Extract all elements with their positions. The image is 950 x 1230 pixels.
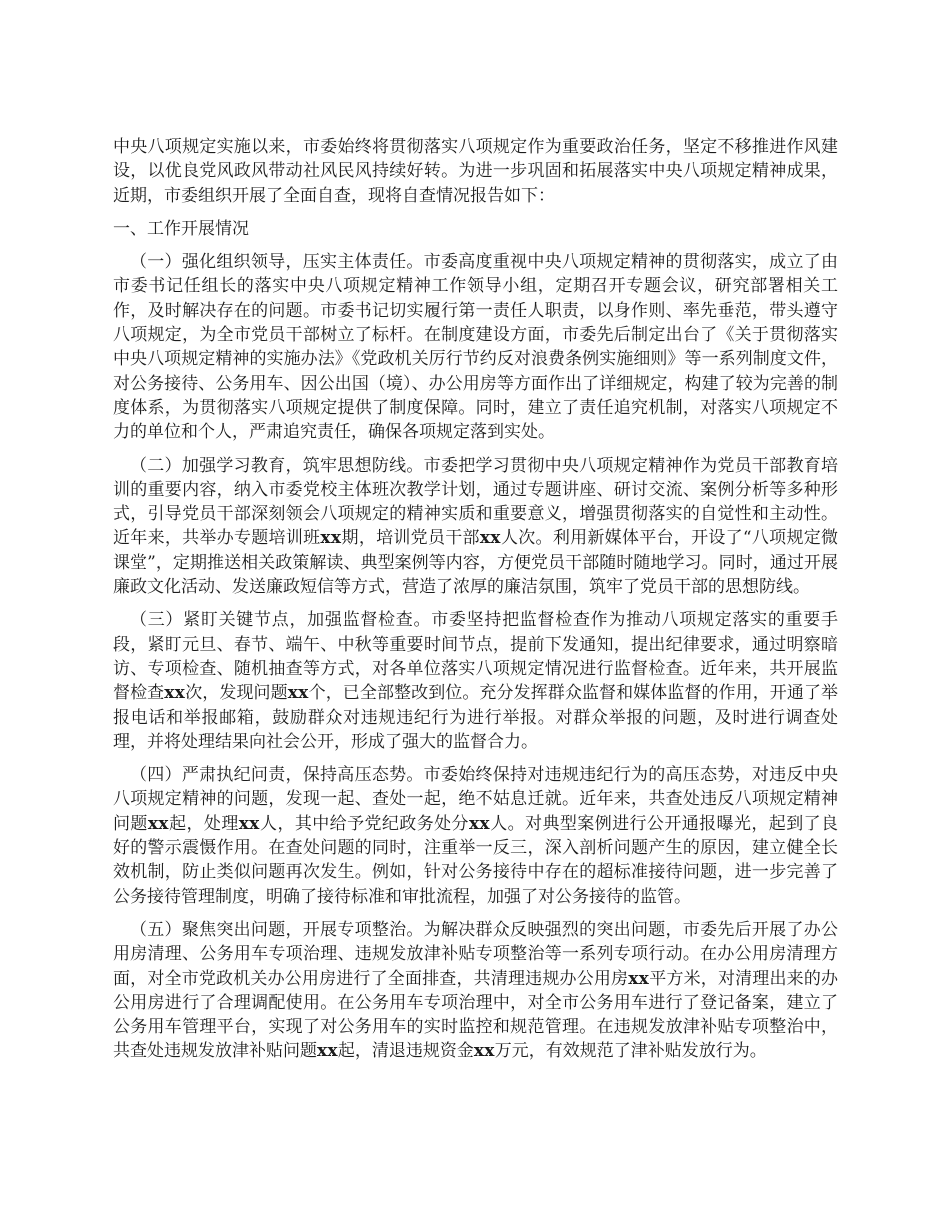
paragraph-item-5-text-a: （五）聚焦突出问题，开展专项整治。为解决群众反映强烈的突出问题，市委先后开展了办公用房清理、公务用车专项治理、违规发放津补贴专项整治等一系列专项行动。在办公用房清理方面，对全市党政机关办公用房进行了全面排查，共清理违规办公用房 [113,919,838,989]
paragraph-item-4-text-c: 人，其中给予党纪政务处分 [259,813,469,834]
section-heading-one: 一、工作开展情况 [113,218,249,239]
paragraph-item-3-text-c: 个，已全部整改到位。充分发挥群众监督和媒体监督的作用，开通了举报电话和举报邮箱，鼓励群众对违规违纪行为进行举报。对群众举报的问题，及时进行调查处理，并将处理结果向社会公开，形成了强大的监督合力。 [113,683,839,752]
paragraph-item-4-text-d: 人。对典型案例进行公开通报曝光，起到了良好的警示震慑作用。在查处问题的同时，注重举一反三，深入剖析问题产生的原因，建立健全长效机制，防止类似问题再次发生。例如，针对公务接待中存在的超标准接待问题，进一步完善了公务接待管理制度，明确了接待标准和审批流程，加强了对公务接待的监管。 [113,813,839,907]
placeholder-number: xx [147,813,169,834]
paragraph-item-5-text-c: 起，清退违规资金 [337,1041,474,1062]
paragraph-item-2 [113,454,838,600]
paragraph-item-4 [113,763,838,909]
placeholder-number: xx [479,528,501,549]
paragraph-item-4-text-a: （四）严肃执纪问责，保持高压态势。市委始终保持对违规违纪行为的高压态势，对违反中央八项规定精神的问题，发现一起、查处一起，绝不姑息迁就。近年来，共查处违反八项规定精神问题 [113,765,838,834]
paragraph-item-1-text: （一）强化组织领导，压实主体责任。市委高度重视中央八项规定精神的贯彻落实，成立了由市委书记任组长的落实中央八项规定精神工作领导小组，定期召开专题会议，研究部署相关工作，及时解决存在的问题。市委书记切实履行第一责任人职责，以身作则、率先垂范，带头遵守八项规定，为全市党员干部树立了标杆。在制度建设方面，市委先后制定出台了《关于贯彻落实中央八项规定精神的实施办法》《党政机关厉行节约反对浪费条例实施细则》等一系列制度文件，对公务接待、公务用车、因公出国（境）、办公用房等方面作出了详细规定，构建了较为完善的制度体系，为贯彻落实八项规定提供了制度保障。同时，建立了责任追究机制，对落实八项规定不力的单位和个人，严肃追究责任，确保各项规定落到实处。 [113,252,838,443]
lead-paragraph: 中央八项规定实施以来，市委始终将贯彻落实八项规定作为重要政治任务，坚定不移推进作风建设，以优良党风政风带动社风民风持续好转。为进一步巩固和拓展落实中央八项规定精神成果，近期，市委组织开展了全面自查，现将自查情况报告如下： [113,137,838,206]
placeholder-number: xx [468,813,490,834]
paragraph-item-3-text-a: （三）紧盯关键节点，加强监督检查。市委坚持把监督检查作为推动八项规定落实的重要手段，紧盯元旦、春节、端午、中秋等重要时间节点，提前下发通知，提出纪律要求，通过明察暗访、专项检查、随机抽查等方式，对各单位落实八项规定情况进行监督检查。近年来，共开展监督检查 [113,610,838,704]
placeholder-number: xx [164,683,186,704]
placeholder-number: xx [473,1041,495,1062]
paragraph-item-3 [113,608,838,754]
paragraph-item-5-text-d: 万元，有效规范了津补贴发放行为。 [494,1041,767,1062]
paragraph-item-1 [113,250,838,444]
placeholder-number: xx [317,1041,338,1062]
paragraph-item-2-text-a: （二）加强学习教育，筑牢思想防线。市委把学习贯彻中央八项规定精神作为党员干部教育培训的重要内容，纳入市委党校主体班次教学计划，通过专题讲座、研讨交流、案例分析等多种形式，引导党员干部深刻领会八项规定的精神实质和重要意义，增强贯彻落实的自觉性和主动性。近年来，共举办专题培训班 [113,455,838,549]
paragraph-item-5 [113,918,838,1064]
paragraph-item-3-text-b: 次，发现问题 [185,683,288,704]
placeholder-number: xx [320,528,342,549]
paragraph-item-2-text-c: 人次。利用新媒体平台，开设了“八项规定微课堂”，定期推送相关政策解读、典型案例等内容，方便党员干部随时随地学习。同时，通过开展廉政文化活动、发送廉政短信等方式，营造了浓厚的廉洁氛围，筑牢了党员干部的思想防线。 [113,528,839,598]
placeholder-number: xx [628,968,650,989]
paragraph-item-5-text-b: 平方米，对清理出来的办公用房进行了合理调配使用。在公务用车专项治理中，对全市公务用车进行了登记备案，建立了公务用车管理平台，实现了对公务用车的实时监控和规范管理。在违规发放津补贴专项整治中，共查处违规发放津补贴问题 [113,968,839,1062]
paragraph-item-2-text-b: 期，培训党员干部 [341,528,480,549]
placeholder-number: xx [287,683,309,704]
paragraph-item-4-text-b: 起，处理 [168,813,239,834]
placeholder-number: xx [238,813,260,834]
